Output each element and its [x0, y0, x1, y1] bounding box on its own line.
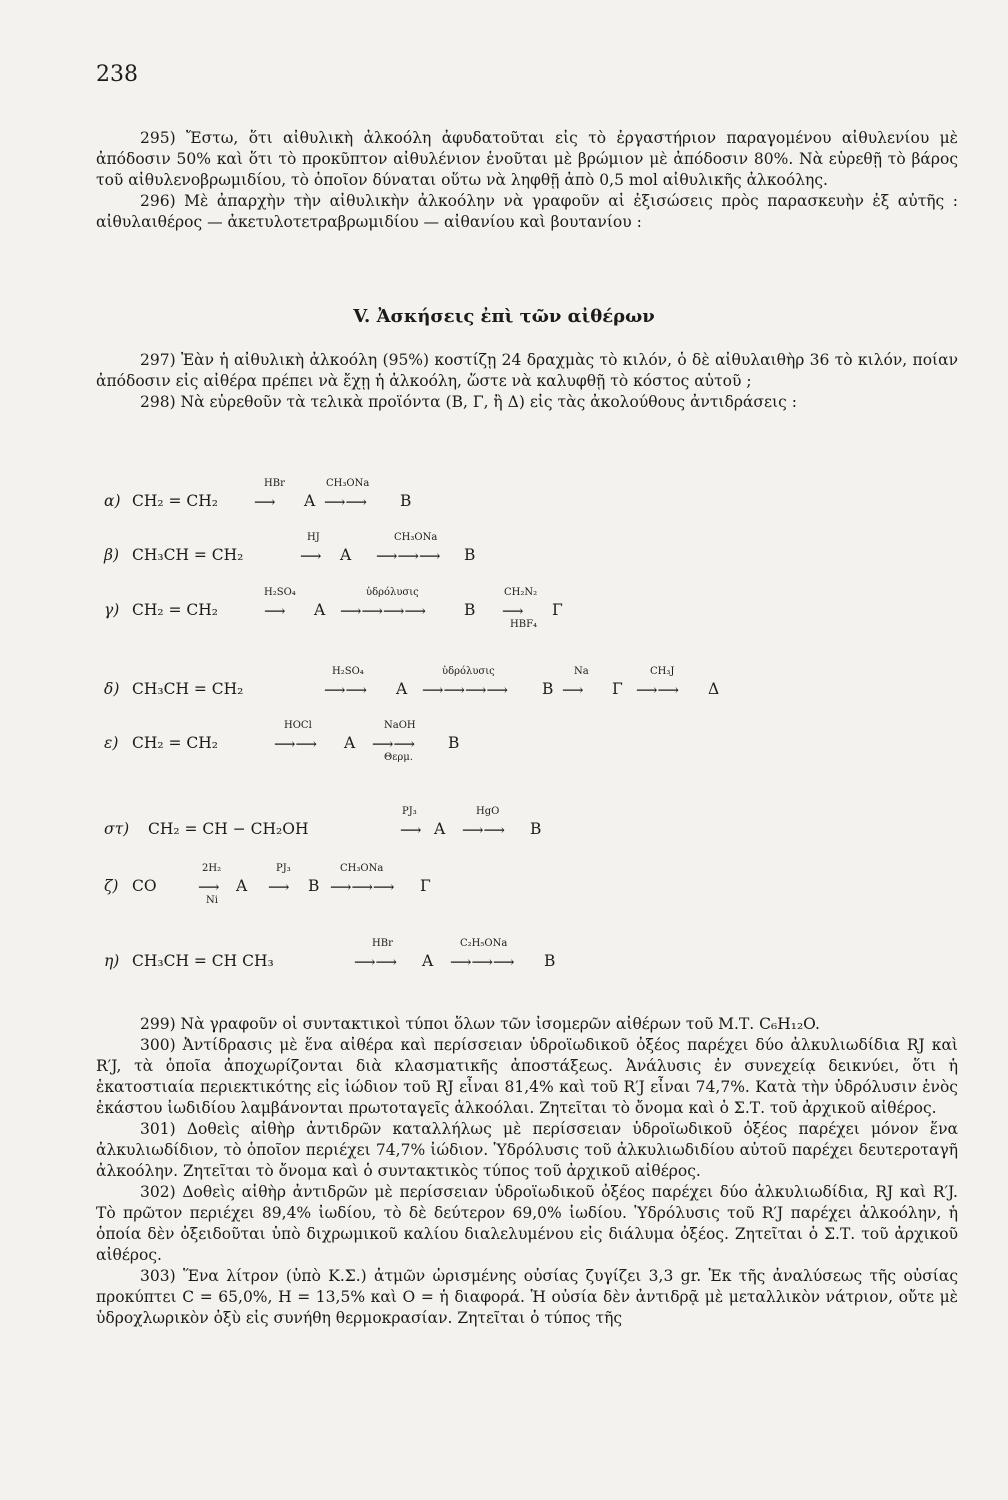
product: Γ — [420, 877, 431, 895]
exercise-298: 298) Νὰ εὑρεθοῦν τὰ τελικὰ προϊόντα (Β, Γ, ἢ Δ) εἰς τὰς ἀκολούθους ἀντιδράσεις : — [140, 393, 797, 411]
reagent: CH₂N₂ — [504, 587, 538, 598]
arrow-icon: ⟶⟶⟶ — [330, 878, 395, 896]
reaction-label: β) — [104, 546, 120, 564]
arrow-icon: ⟶⟶⟶ — [450, 953, 515, 971]
arrow-icon: ⟶⟶⟶ — [376, 547, 441, 565]
reaction-c — [104, 587, 804, 641]
reactant: CH₃CH = CH CH₃ — [132, 952, 274, 970]
reaction-label: ε) — [104, 734, 119, 752]
reagent: Θερμ. — [384, 752, 413, 763]
reactant: CO — [132, 877, 157, 895]
reagent: ὑδρόλυσις — [442, 666, 495, 677]
arrow-icon: ⟶ — [268, 878, 290, 896]
arrow-icon: ⟶ — [502, 602, 524, 620]
reactant: CH₃CH = CH₂ — [132, 680, 244, 698]
arrow-icon: ⟶ — [254, 493, 276, 511]
reagent: C₂H₅ONa — [460, 938, 508, 949]
product: A — [434, 820, 446, 838]
reagent: HBr — [264, 478, 285, 489]
exercise-297: 297) Ἐὰν ἡ αἰθυλικὴ ἀλκοόλη (95%) κοστίζῃ 24 δραχμὰς τὸ κιλόν, ὁ δὲ αἰθυλαιθὴρ 36 τὸ κιλόν, ποίαν ἀπόδοσιν εἰς αἰθέρα πρέπει νὰ ἔχῃ ἡ ἀλκοόλη, ὥστε νὰ καλυφθῇ τὸ κόστος αὐτοῦ ; — [96, 351, 958, 390]
product: A — [344, 734, 356, 752]
product: Δ — [708, 680, 720, 698]
reaction-e — [104, 720, 804, 774]
product: B — [530, 820, 542, 838]
exercise-block-295-296 — [96, 128, 958, 233]
arrow-icon: ⟶ — [264, 602, 286, 620]
reagent: NaOH — [384, 720, 416, 731]
product: Γ — [552, 601, 563, 619]
product: B — [464, 601, 476, 619]
exercise-300: 300) Ἀντίδρασις μὲ ἕνα αἰθέρα καὶ περίσσειαν ὑδροϊωδικοῦ ὀξέος παρέχει δύο ἀλκυλιωδίδια RJ καὶ R′J, τὰ ὁποῖα ἀποχωρίζονται διὰ κλασματικῆς ἀποστάξεως. Ἀνάλυσις ἐν συνεχείᾳ δεικνύει, ὅτι ἡ ἑκατοστιαία περιεκτικότης εἰς ἰώδιον τοῦ RJ εἶναι 81,4% καὶ τοῦ R′J εἶναι 74,7%. Κατὰ τὴν ὑδρόλυσιν ἑνὸς ἑκάστου ἰωδιδίου λαμβάνονται πρωτοταγεῖς ἀλκοόλαι. Ζητεῖται τὸ ὄνομα καὶ ὁ Σ.Τ. τοῦ ἀρχικοῦ αἰθέρος. — [96, 1036, 958, 1117]
exercise-296: 296) Μὲ ἀπαρχὴν τὴν αἰθυλικὴν ἀλκοόλην νὰ γραφοῦν αἱ ἐξισώσεις πρὸς παρασκευὴν ἐξ αὐτῆς : αἰθυλαιθέρος — ἀκετυλοτετραβρωμιδίου — αἰθανίου καὶ βουτανίου : — [96, 192, 958, 231]
exercise-299: 299) Νὰ γραφοῦν οἱ συντακτικοὶ τύποι ὅλων τῶν ἰσομερῶν αἰθέρων τοῦ Μ.Τ. C₆H₁₂O. — [140, 1015, 820, 1033]
exercise-303: 303) Ἕνα λίτρον (ὑπὸ Κ.Σ.) ἀτμῶν ὡρισμένης οὐσίας ζυγίζει 3,3 gr. Ἐκ τῆς ἀναλύσεως τῆς οὐσίας προκύπτει C = 65,0%, H = 13,5% καὶ O = ἡ διαφορά. Ἡ οὐσία δὲν ἀντιδρᾷ μὲ μεταλλικὸν νάτριον, οὔτε μὲ ὑδροχλωρικὸν ὀξὺ εἰς συνήθη θερμοκρασίαν. Ζητεῖται ὁ τύπος τῆς — [96, 1267, 958, 1327]
product: B — [464, 546, 476, 564]
arrow-icon: ⟶⟶ — [462, 821, 506, 839]
arrow-icon: ⟶⟶ — [274, 735, 318, 753]
arrow-icon: ⟶⟶⟶⟶ — [340, 602, 427, 620]
reaction-label: α) — [104, 492, 121, 510]
reaction-f — [104, 806, 804, 860]
exercise-block-299-303 — [96, 1014, 958, 1329]
arrow-icon: ⟶ — [562, 681, 584, 699]
reagent: PJ₃ — [276, 863, 291, 874]
arrow-icon: ⟶ — [300, 547, 322, 565]
section-title: V. Ἀσκήσεις ἐπὶ τῶν αἰθέρων — [353, 306, 655, 327]
product: B — [400, 492, 412, 510]
reagent: HBr — [372, 938, 393, 949]
reagent: CH₃J — [650, 666, 675, 677]
exercise-302: 302) Δοθεὶς αἰθὴρ ἀντιδρῶν μὲ περίσσειαν ὑδροϊωδικοῦ ὀξέος παρέχει δύο ἀλκυλιωδίδια, RJ καὶ R′J. Τὸ πρῶτον περιέχει 89,4% ἰωδίου, τὸ δὲ δεύτερον 69,0% ἰωδίου. Ὑδρόλυσις τοῦ R′J παρέχει ἀλκοόλην, ἡ ὁποία δὲν ὀξειδοῦται ὑπὸ διχρωμικοῦ καλίου διαλελυμένου εἰς διάλυμα ὀξέος. Ζητεῖται ὁ Σ.Τ. τοῦ ἀρχικοῦ αἰθέρος. — [96, 1183, 958, 1264]
arrow-icon: ⟶⟶ — [354, 953, 398, 971]
reaction-d — [104, 666, 804, 720]
reaction-label: στ) — [104, 820, 130, 838]
reaction-h — [104, 938, 804, 992]
reagent: Na — [574, 666, 589, 677]
reaction-a — [104, 478, 804, 532]
reagent: HBF₄ — [510, 619, 538, 630]
reaction-label: δ) — [104, 680, 120, 698]
product: A — [304, 492, 316, 510]
arrow-icon: ⟶⟶ — [372, 735, 416, 753]
reactant: CH₂ = CH − CH₂OH — [148, 820, 309, 838]
reagent: HgO — [476, 806, 500, 817]
reagent: ὑδρόλυσις — [366, 587, 419, 598]
reactant: CH₂ = CH₂ — [132, 601, 219, 619]
reagent: CH₃ONa — [326, 478, 370, 489]
product: B — [544, 952, 556, 970]
arrow-icon: ⟶ — [400, 821, 422, 839]
reagent: 2H₂ — [202, 863, 222, 874]
reaction-label: η) — [104, 952, 120, 970]
product: B — [448, 734, 460, 752]
product: B — [308, 877, 320, 895]
reactant: CH₃CH = CH₂ — [132, 546, 244, 564]
product: Γ — [612, 680, 623, 698]
product: A — [314, 601, 326, 619]
arrow-icon: ⟶ — [198, 878, 220, 896]
product: B — [542, 680, 554, 698]
reagent: H₂SO₄ — [332, 666, 364, 677]
exercise-301: 301) Δοθεὶς αἰθὴρ ἀντιδρῶν καταλλήλως μὲ περίσσειαν ὑδροϊωδικοῦ ὀξέος παρέχει μόνον ἕνα ἀλκυλιωδίδιον, τὸ ὁποῖον περιέχει 74,7% ἰώδιον. Ὑδρόλυσις τοῦ ἀλκυλιωδιδίου αὐτοῦ παρέχει δευτεροταγῆ ἀλκοόλην. Ζητεῖται τὸ ὄνομα καὶ ὁ συντακτικὸς τύπος τοῦ ἀρχικοῦ αἰθέρος. — [96, 1120, 958, 1180]
reaction-label: γ) — [104, 601, 120, 619]
exercise-block-297-298 — [96, 350, 958, 413]
reagent: Ni — [206, 895, 218, 906]
reagent: HJ — [307, 532, 320, 543]
exercise-295: 295) Ἔστω, ὅτι αἰθυλικὴ ἀλκοόλη ἀφυδατοῦται εἰς τὸ ἐργαστήριον παραγομένου αἰθυλενίου μὲ ἀπόδοσιν 50% καὶ ὅτι τὸ προκῦπτον αἰθυλένιον ἑνοῦται μὲ βρώμιον μὲ ἀπόδοσιν 80%. Νὰ εὑρεθῇ τὸ βάρος τοῦ αἰθυλενοβρωμιδίου, τὸ ὁποῖον δύναται οὕτω νὰ ληφθῇ ἀπὸ 0,5 mol αἰθυλικῆς ἀλκοόλης. — [96, 129, 958, 189]
reagent: CH₃ONa — [394, 532, 438, 543]
reaction-b — [104, 532, 804, 586]
arrow-icon: ⟶⟶⟶⟶ — [422, 681, 509, 699]
reactant: CH₂ = CH₂ — [132, 734, 219, 752]
reactant: CH₂ = CH₂ — [132, 492, 219, 510]
product: A — [396, 680, 408, 698]
arrow-icon: ⟶⟶ — [324, 493, 368, 511]
reaction-label: ζ) — [104, 877, 119, 895]
product: A — [422, 952, 434, 970]
reagent: PJ₃ — [402, 806, 417, 817]
product: A — [236, 877, 248, 895]
arrow-icon: ⟶⟶ — [324, 681, 368, 699]
arrow-icon: ⟶⟶ — [636, 681, 680, 699]
page-number: 238 — [96, 62, 138, 87]
reagent: CH₃ONa — [340, 863, 384, 874]
reagent: H₂SO₄ — [264, 587, 296, 598]
product: A — [340, 546, 352, 564]
reagent: HOCl — [284, 720, 312, 731]
reaction-g — [104, 863, 804, 917]
